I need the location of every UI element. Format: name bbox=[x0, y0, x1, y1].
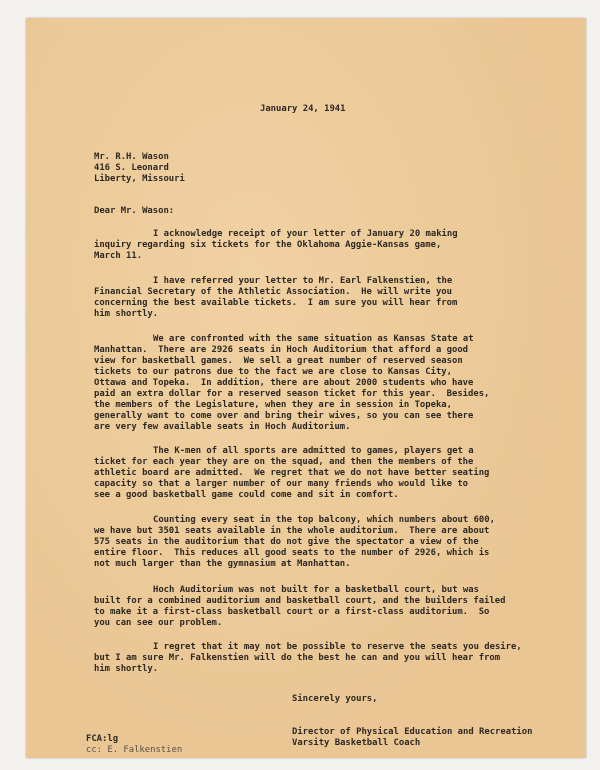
paragraph-line: Counting every seat in the top balcony, which numbers about 600, bbox=[153, 515, 495, 525]
paragraph-line: 575 seats in the auditorium that do not give the spectator a view of the bbox=[94, 537, 479, 547]
paragraph-line: built for a combined auditorium and basketball court, and the builders failed bbox=[94, 596, 506, 606]
paragraph-3 bbox=[94, 334, 489, 433]
paragraph-line: but I am sure Mr. Falkenstien will do the best he can and you will hear from bbox=[94, 653, 501, 663]
paragraph-line: view for basketball games. We sell a great number of reserved season bbox=[94, 356, 463, 366]
paragraph-line: We are confronted with the same situation as Kansas State at bbox=[153, 334, 474, 344]
paragraph-7 bbox=[94, 642, 522, 675]
paragraph-2 bbox=[94, 276, 457, 320]
paragraph-line: capacity so that a larger number of our many friends who would like to bbox=[94, 479, 469, 489]
paragraph-line: athletic board are admitted. We regret that we do not have better seating bbox=[94, 468, 490, 478]
paragraph-line: entire floor. This reduces all good seats to the number of 2926, which is bbox=[94, 548, 490, 558]
paragraph-line: Hoch Auditorium was not built for a basketball court, but was bbox=[153, 585, 479, 595]
paragraph-line: March 11. bbox=[94, 251, 143, 261]
paragraph-line: are very few available seats in Hoch Auditorium. bbox=[94, 422, 351, 432]
closing: Sincerely yours, bbox=[292, 694, 378, 704]
paragraph-line: The K-men of all sports are admitted to games, players get a bbox=[153, 446, 474, 456]
paragraph-line: him shortly. bbox=[94, 309, 159, 319]
recipient-city: Liberty, Missouri bbox=[94, 174, 185, 184]
paragraph-line: to make it a first-class basketball court or a first-class auditorium. So bbox=[94, 607, 490, 617]
paragraph-line: I regret that it may not be possible to reserve the seats you desire, bbox=[153, 642, 522, 652]
paragraph-line: Financial Secretary of the Athletic Association. He will write you bbox=[94, 287, 452, 297]
recipient-name: Mr. R.H. Wason bbox=[94, 152, 169, 162]
paragraph-line: we have but 3501 seats available in the whole auditorium. There are about bbox=[94, 526, 490, 536]
paragraph-line: Ottawa and Topeka. In addition, there are about 2000 students who have bbox=[94, 378, 474, 388]
letter-page bbox=[26, 18, 586, 758]
paragraph-line: the members of the Legislature, when they are in session in Topeka, bbox=[94, 400, 452, 410]
paragraph-line: generally want to come over and bring their wives, so you can see there bbox=[94, 411, 474, 421]
reference-initials: FCA:lg bbox=[86, 734, 119, 744]
paragraph-line: him shortly. bbox=[94, 664, 159, 674]
paragraph-line: you can see our problem. bbox=[94, 618, 223, 628]
paragraph-5 bbox=[94, 515, 495, 570]
paragraph-line: ticket for each year they are on the squad, and then the members of the bbox=[94, 457, 474, 467]
salutation: Dear Mr. Wason: bbox=[94, 206, 175, 216]
signature-title-1: Director of Physical Education and Recreation bbox=[292, 727, 533, 737]
paragraph-4 bbox=[94, 446, 489, 501]
paragraph-line: not much larger than the gymnasium at Manhattan. bbox=[94, 559, 351, 569]
paragraph-line: I acknowledge receipt of your letter of January 20 making bbox=[153, 229, 458, 239]
paragraph-line: tickets to our patrons due to the fact we are close to Kansas City, bbox=[94, 367, 452, 377]
paragraph-line: I have referred your letter to Mr. Earl Falkenstien, the bbox=[153, 276, 453, 286]
signature-title-2: Varsity Basketball Coach bbox=[292, 738, 421, 748]
paragraph-line: Manhattan. There are 2926 seats in Hoch Auditorium that afford a good bbox=[94, 345, 469, 355]
recipient-address bbox=[94, 152, 185, 185]
paragraph-6 bbox=[94, 585, 505, 629]
paragraph-line: see a good basketball game could come and sit in comfort. bbox=[94, 490, 399, 500]
cc-line: cc: E. Falkenstien bbox=[86, 745, 183, 755]
paragraph-line: paid an extra dollar for a reserved season ticket for this year. Besides, bbox=[94, 389, 490, 399]
paragraph-line: inquiry regarding six tickets for the Oklahoma Aggie-Kansas game, bbox=[94, 240, 442, 250]
letter-date: January 24, 1941 bbox=[260, 104, 346, 114]
recipient-street: 416 S. Leonard bbox=[94, 163, 169, 173]
paragraph-line: concerning the best available tickets. I am sure you will hear from bbox=[94, 298, 458, 308]
paragraph-1 bbox=[94, 229, 458, 262]
